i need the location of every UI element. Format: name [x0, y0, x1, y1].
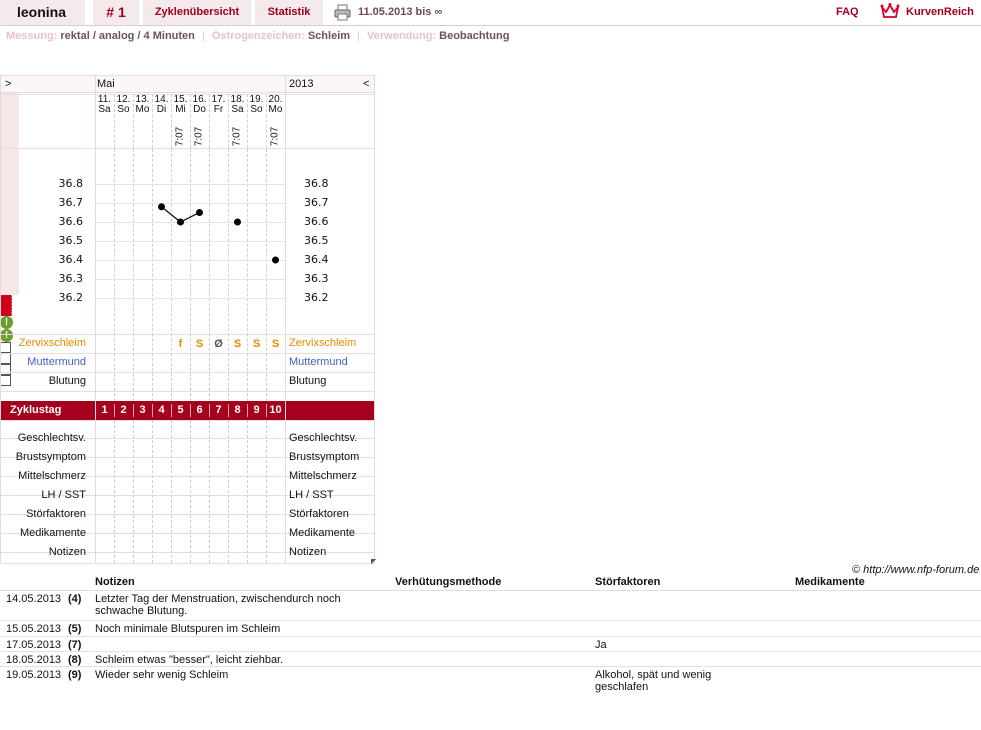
temperature-point[interactable]	[196, 209, 203, 216]
note-text: Schleim etwas "besser", leicht ziehbar.	[95, 654, 284, 666]
temperature-point[interactable]	[272, 257, 279, 264]
mucus-symbol[interactable]: S	[271, 338, 280, 350]
note-date: 18.05.2013	[6, 654, 62, 666]
row-label-right-muttermund: Muttermund	[289, 356, 348, 368]
cycle-day-number: 3	[139, 404, 146, 416]
day-grid	[228, 420, 229, 563]
estrogen-value: Schleim	[307, 30, 351, 42]
col-medikamente: Medikamente	[795, 576, 865, 588]
estrogen-label: Östrogenzeichen:	[211, 30, 305, 42]
note-disturbance: Alkohol, spät und wenig geschlafen	[595, 669, 712, 693]
logo-text: KurvenReich	[906, 6, 974, 18]
table-row	[0, 666, 981, 693]
nav-prev-button[interactable]: >	[0, 75, 95, 93]
cycle-day-number: 6	[196, 404, 203, 416]
row-divider	[0, 420, 375, 421]
copyright: © http://www.nfp-forum.de	[852, 564, 980, 576]
day-header[interactable]: 16. Do	[192, 94, 207, 115]
note-cycle-day: (7)	[68, 639, 82, 651]
day-header[interactable]: 11. Sa	[97, 94, 112, 115]
row-label-right-zervixschleim: Zervixschleim	[289, 337, 357, 349]
cycle-day-number: 2	[120, 404, 127, 416]
curve-segment	[162, 207, 181, 222]
table-row	[0, 590, 981, 620]
temperature-point[interactable]	[234, 219, 241, 226]
note-text: Letzter Tag der Menstruation, zwischendurch noch schwache Blutung.	[95, 593, 341, 617]
note-date: 19.05.2013	[6, 669, 62, 681]
row-label-geschlechtsv-: Geschlechtsv.	[17, 432, 86, 444]
note-cycle-day: (4)	[68, 593, 82, 605]
mucus-symbol[interactable]: Ø	[214, 338, 223, 350]
note-cycle-day: (5)	[68, 623, 82, 635]
note-text: Wieder sehr wenig Schleim	[95, 669, 229, 681]
cycle-day-number: 1	[101, 404, 108, 416]
note-disturbance: Ja	[595, 639, 607, 651]
row-label-right-lh-sst: LH / SST	[289, 489, 334, 501]
day-header[interactable]: 18. Sa	[230, 94, 245, 115]
row-label-lh-sst: LH / SST	[41, 489, 86, 501]
measure-value: rektal / analog / 4 Minuten	[60, 30, 195, 42]
year-label: 2013	[285, 75, 375, 93]
note-date: 17.05.2013	[6, 639, 62, 651]
zyklustag-label: Zyklustag	[10, 404, 62, 416]
cycle-day-number: 8	[234, 404, 241, 416]
temp-label-left: 36.8	[58, 177, 83, 190]
day-header[interactable]: 20. Mo	[268, 94, 283, 115]
col-verhuetung: Verhütungsmethode	[395, 576, 502, 588]
usage-value: Beobachtung	[439, 30, 510, 42]
temp-label-right: 36.5	[304, 234, 329, 247]
mucus-symbol[interactable]: f	[178, 338, 183, 350]
day-header[interactable]: 13. Mo	[135, 94, 150, 115]
info-line: Messung: rektal / analog / 4 Minuten | Östrogenzeichen: Schleim | Verwendung: Beobachtung	[6, 30, 510, 42]
day-grid	[133, 420, 134, 563]
measure-time: 7:07	[174, 126, 186, 147]
crown-icon	[880, 3, 900, 19]
cycle-day-number: 5	[177, 404, 184, 416]
day-grid	[247, 420, 248, 563]
temp-label-left: 36.7	[58, 196, 83, 209]
top-bar	[0, 0, 981, 26]
row-label-right-notizen: Notizen	[289, 546, 327, 558]
measure-time: 7:07	[231, 126, 243, 147]
row-label-mittelschmerz: Mittelschmerz	[18, 470, 86, 482]
temperature-point[interactable]	[158, 203, 165, 210]
row-label-medikamente: Medikamente	[19, 527, 86, 539]
temp-label-left: 36.5	[58, 234, 83, 247]
temp-label-right: 36.2	[304, 291, 329, 304]
mucus-symbol[interactable]: S	[252, 338, 261, 350]
tab-statistik[interactable]: Statistik	[255, 0, 323, 25]
temp-label-right: 36.6	[304, 215, 329, 228]
temp-label-left: 36.4	[58, 253, 83, 266]
row-label-right-medikamente: Medikamente	[289, 527, 356, 539]
cycle-day-number: 7	[215, 404, 222, 416]
col-stoerfaktoren: Störfaktoren	[595, 576, 661, 588]
day-header[interactable]: 14. Di	[154, 94, 169, 115]
usage-label: Verwendung:	[367, 30, 437, 42]
temp-label-right: 36.8	[304, 177, 329, 190]
temp-label-right: 36.4	[304, 253, 329, 266]
col-notizen: Notizen	[95, 576, 135, 588]
nav-next-button[interactable]: <	[363, 78, 370, 90]
measure-time: 7:07	[269, 126, 281, 147]
cycle-chart	[0, 75, 375, 563]
row-label-blutung: Blutung	[48, 375, 86, 387]
mucus-symbol[interactable]: S	[233, 338, 242, 350]
note-date: 15.05.2013	[6, 623, 62, 635]
month-label: Mai	[95, 75, 285, 93]
note-cycle-day: (9)	[68, 669, 82, 681]
row-label-right-geschlechtsv-: Geschlechtsv.	[289, 432, 358, 444]
row-label-right-mittelschmerz: Mittelschmerz	[289, 470, 357, 482]
table-row	[0, 620, 981, 636]
temperature-point[interactable]	[177, 219, 184, 226]
temp-label-right: 36.3	[304, 272, 329, 285]
mucus-symbol[interactable]: S	[195, 338, 204, 350]
cycle-number-tab[interactable]: # 1	[93, 0, 139, 25]
cycle-day-number: 10	[269, 404, 282, 416]
day-grid	[266, 420, 267, 563]
temp-label-left: 36.2	[58, 291, 83, 304]
row-divider	[0, 563, 375, 564]
note-text: Noch minimale Blutspuren im Schleim	[95, 623, 281, 635]
warning-icon[interactable]: !	[0, 316, 13, 329]
day-header[interactable]: 15. Mi	[173, 94, 188, 115]
warning-icon[interactable]: !	[0, 329, 13, 342]
row-label-störfaktoren: Störfaktoren	[26, 508, 86, 520]
username: leonina	[0, 0, 85, 25]
row-label-right-brustsymptom: Brustsymptom	[289, 451, 360, 463]
day-grid	[171, 420, 172, 563]
cycle-day-number: 9	[253, 404, 260, 416]
row-label-notizen: Notizen	[48, 546, 86, 558]
table-row	[0, 651, 981, 667]
note-cycle-day: (8)	[68, 654, 82, 666]
temp-label-left: 36.3	[58, 272, 83, 285]
row-label-right-blutung: Blutung	[289, 375, 327, 387]
temp-label-left: 36.6	[58, 215, 83, 228]
tab-zyklenuebersicht[interactable]: Zyklenübersicht	[143, 0, 251, 25]
day-grid	[152, 420, 153, 563]
row-label-brustsymptom: Brustsymptom	[15, 451, 86, 463]
faq-link[interactable]: FAQ	[836, 6, 859, 18]
day-grid	[209, 420, 210, 563]
date-range: 11.05.2013 bis ∞	[358, 6, 443, 18]
printer-icon[interactable]	[334, 4, 351, 21]
kurvenreich-logo[interactable]	[880, 0, 974, 25]
measure-label: Messung:	[6, 30, 58, 42]
row-label-muttermund: Muttermund	[27, 356, 86, 368]
day-header[interactable]: 19. So	[249, 94, 264, 115]
day-grid	[114, 420, 115, 563]
row-label-right-störfaktoren: Störfaktoren	[289, 508, 349, 520]
day-grid	[190, 420, 191, 563]
measure-time: 7:07	[193, 126, 205, 147]
note-date: 14.05.2013	[6, 593, 62, 605]
row-label-zervixschleim: Zervixschleim	[18, 337, 86, 349]
day-header[interactable]: 17. Fr	[211, 94, 226, 115]
table-row	[0, 636, 981, 652]
cycle-day-number: 4	[158, 404, 165, 416]
day-header[interactable]: 12. So	[116, 94, 131, 115]
temp-label-right: 36.7	[304, 196, 329, 209]
